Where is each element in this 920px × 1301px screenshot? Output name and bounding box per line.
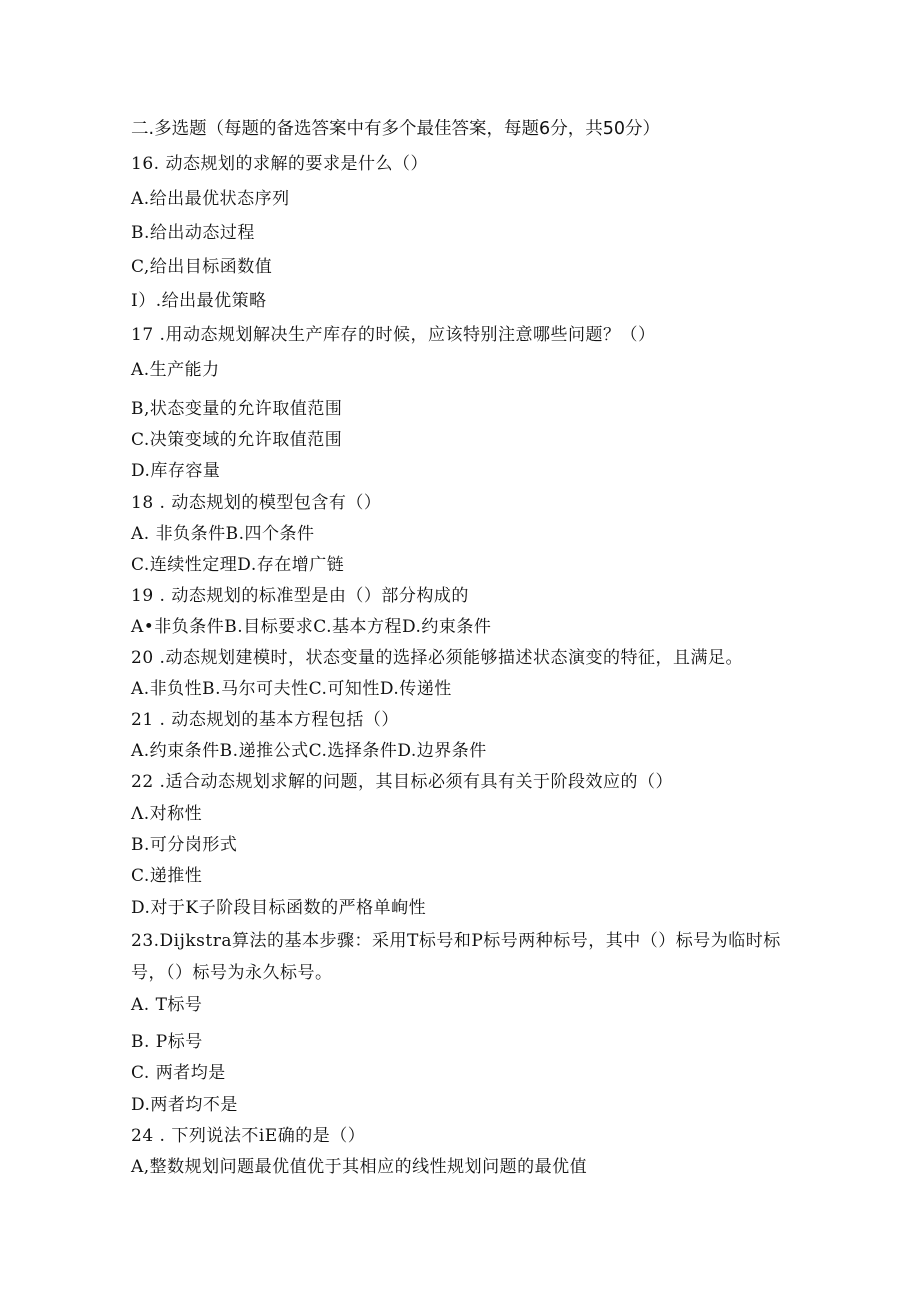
options-18-ab: A. 非负条件B.四个条件 [131, 524, 315, 544]
section-heading: 二.多选题（每题的备选答案中有多个最佳答案，每题6分，共50分） [131, 119, 660, 139]
option-17-b: B,状态变量的允许取值范围 [131, 399, 343, 419]
option-22-c: C.递推性 [131, 866, 203, 886]
option-16-d: I）.给出最优策略 [131, 291, 267, 311]
options-19: A•非负条件B.目标要求C.基本方程D.约束条件 [131, 617, 492, 637]
options-20: A.非负性B.马尔可夫性C.可知性D.传递性 [131, 679, 452, 699]
question-24: 24 . 下列说法不iE确的是（） [131, 1126, 366, 1146]
question-23: 23.Dijkstra算法的基本步骤：采用T标号和P标号两种标号，其中（）标号为临时标号，（）标号为永久标号。 [131, 931, 781, 983]
option-16-a: A.给出最优状态序列 [131, 189, 290, 209]
option-23-c: C. 两者均是 [131, 1063, 226, 1083]
option-22-d: D.对于K子阶段目标函数的严格单峋性 [131, 898, 427, 918]
question-22: 22 .适合动态规划求解的问题，其目标必须有具有关于阶段效应的（） [131, 772, 673, 792]
option-23-d: D.两者均不是 [131, 1095, 238, 1115]
option-24-a: A,整数规划问题最优值优于其相应的线性规划问题的最优值 [131, 1157, 588, 1177]
option-16-b: B.给出动态过程 [131, 223, 255, 243]
question-20: 20 .动态规划建模时，状态变量的选择必须能够描述状态演变的特征，且满足。 [131, 648, 743, 668]
option-23-b: B. P标号 [131, 1032, 203, 1052]
question-21: 21 . 动态规划的基本方程包括（） [131, 710, 399, 730]
question-19: 19 . 动态规划的标准型是由（）部分构成的 [131, 586, 469, 606]
option-17-d: D.库存容量 [131, 461, 221, 481]
option-22-b: B.可分岗形式 [131, 835, 238, 855]
options-18-cd: C.连续性定理D.存在增广链 [131, 555, 345, 575]
option-16-c: C,给出目标函数值 [131, 257, 273, 277]
option-22-a: Λ.对称性 [131, 804, 203, 824]
option-17-a: A.生产能力 [131, 360, 220, 380]
question-18: 18 . 动态规划的模型包含有（） [131, 493, 382, 513]
options-21: A.约束条件B.递推公式C.选择条件D.边界条件 [131, 741, 487, 761]
option-17-c: C.决策变域的允许取值范围 [131, 430, 343, 450]
question-17: 17 .用动态规划解决生产库存的时候，应该特别注意哪些问题？（） [131, 325, 656, 345]
question-16: 16. 动态规划的求解的要求是什么（） [131, 154, 428, 174]
option-23-a: A. T标号 [131, 995, 203, 1015]
